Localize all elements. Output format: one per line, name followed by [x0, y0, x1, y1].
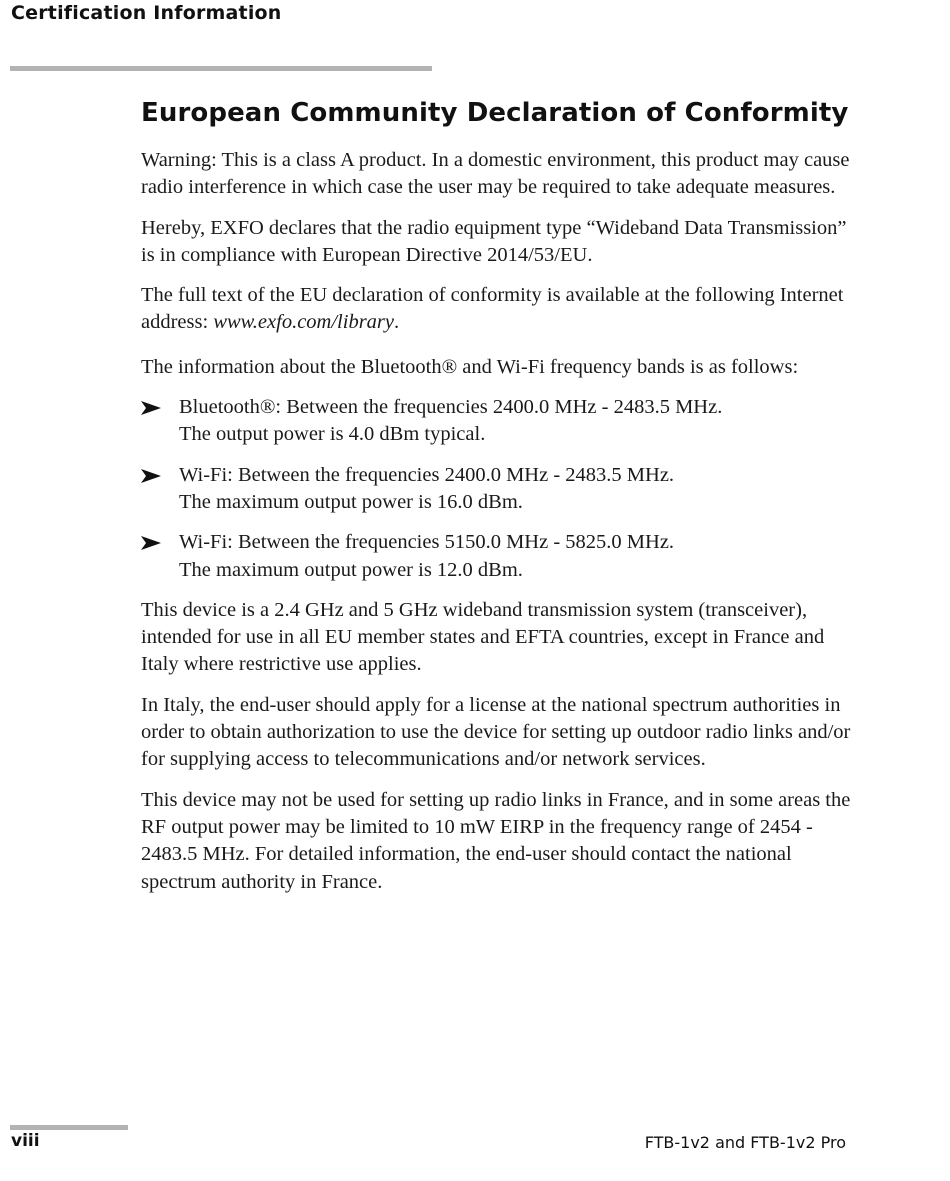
product-name: FTB-1v2 and FTB-1v2 Pro — [644, 1133, 846, 1152]
bands-intro-paragraph: The information about the Bluetooth® and Wi-Fi frequency bands is as follows: — [141, 355, 799, 378]
band-line-1: Wi-Fi: Between the frequencies 5150.0 MHz - 5825.0 MHz. — [179, 531, 675, 554]
fulltext-paragraph — [141, 282, 861, 337]
library-link[interactable]: www.exfo.com/library — [213, 311, 394, 334]
arrowhead-bullet-icon — [141, 401, 161, 415]
fulltext-prefix: The full text of the EU declaration of conformity is available at the following Internet address: — [141, 284, 844, 334]
page-number: viii — [11, 1131, 40, 1151]
band-line-1: Wi-Fi: Between the frequencies 2400.0 MHz - 2483.5 MHz. — [179, 463, 675, 486]
running-header-title: Certification Information — [11, 2, 282, 24]
warning-paragraph: Warning: This is a class A product. In a domestic environment, this product may cause radio interference in which case the user may be required to take adequate measures. — [141, 149, 850, 199]
fulltext-suffix: . — [394, 311, 400, 334]
device-system-paragraph: This device is a 2.4 GHz and 5 GHz wideband transmission system (transceiver), intended for use in all EU member states and EFTA countries, except in France and Italy where restrictive use applies. — [141, 598, 825, 676]
band-line-2: The maximum output power is 16.0 dBm. — [179, 490, 523, 513]
footer-rule — [10, 1125, 128, 1130]
list-item — [141, 529, 861, 584]
section-title: European Community Declaration of Conformity — [141, 98, 849, 128]
band-line-1: Bluetooth®: Between the frequencies 2400.0 MHz - 2483.5 MHz. — [179, 396, 723, 419]
list-item — [141, 394, 861, 449]
page-content — [141, 98, 861, 909]
declaration-paragraph: Hereby, EXFO declares that the radio equipment type “Wideband Data Transmission” is in compliance with European Directive 2014/53/EU. — [141, 216, 847, 266]
band-line-2: The output power is 4.0 dBm typical. — [179, 423, 486, 446]
italy-paragraph: In Italy, the end-user should apply for a license at the national spectrum authorities in order to obtain authorization to use the device for setting up outdoor radio links and/or for supplying access to telecommunications and/or network services. — [141, 693, 851, 771]
frequency-bands-list — [141, 394, 861, 584]
band-line-2: The maximum output power is 12.0 dBm. — [179, 558, 523, 581]
arrowhead-bullet-icon — [141, 536, 161, 550]
header-rule — [10, 66, 432, 71]
france-paragraph: This device may not be used for setting up radio links in France, and in some areas the RF output power may be limited to 10 mW EIRP in the frequency range of 2454 - 2483.5 MHz. For detailed information, the end-user should contact the national spectrum authority in France. — [141, 788, 851, 893]
arrowhead-bullet-icon — [141, 469, 161, 483]
list-item — [141, 462, 861, 517]
